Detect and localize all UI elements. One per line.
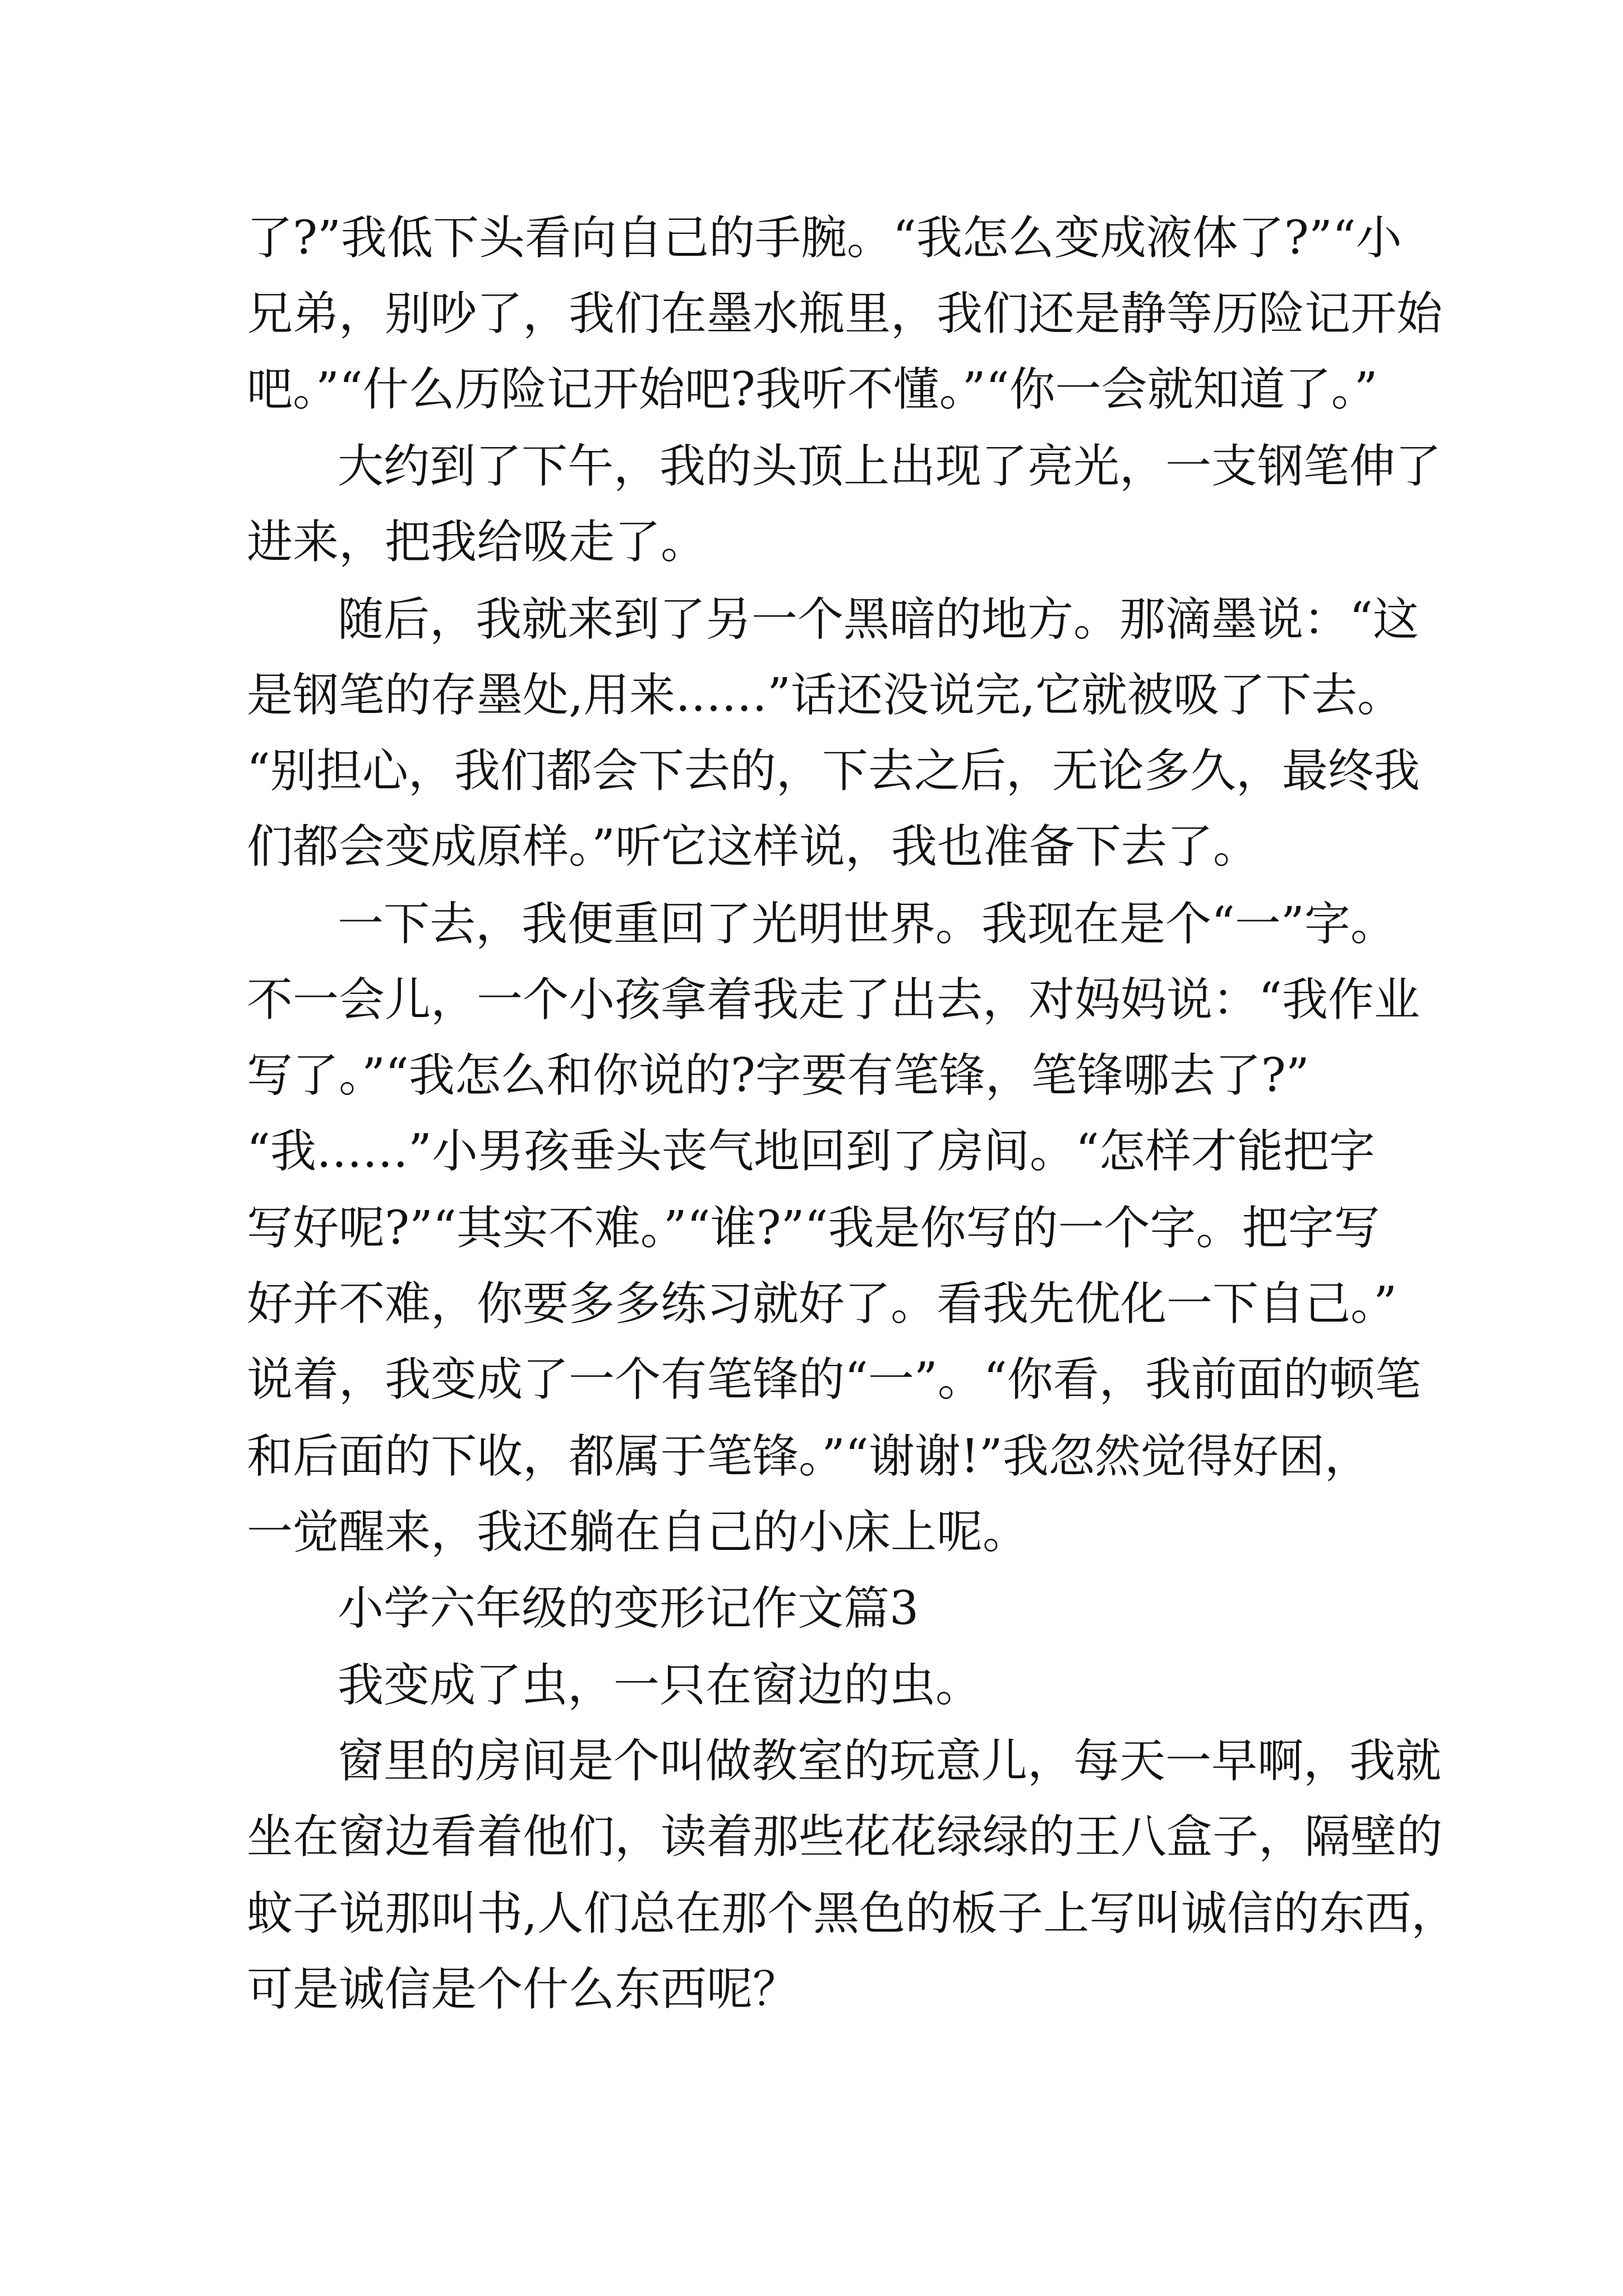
text-line: 好并不难，你要多多练习就好了。看我先优化一下自己。” — [247, 1277, 1397, 1331]
text-line: 写好呢?”“其实不难。”“谁?”“我是你写的一个字。把字写 — [247, 1202, 1380, 1255]
text-line: 一下去，我便重回了光明世界。我现在是个“一”字。 — [338, 898, 1396, 951]
text-line: 我变成了虫，一只在窗边的虫。 — [338, 1659, 982, 1712]
text-line: 说着，我变成了一个有笔锋的“一”。“你看，我前面的顿笔 — [247, 1353, 1421, 1406]
text-line: 进来，把我给吸走了。 — [247, 516, 707, 569]
text-line: 写了。”“我怎么和你说的?字要有笔锋，笔锋哪去了?” — [247, 1049, 1310, 1102]
text-line: 兄弟，别吵了，我们在墨水瓶里，我们还是静等历险记开始 — [247, 287, 1443, 341]
section-heading: 小学六年级的变形记作文篇3 — [338, 1582, 919, 1635]
text-line: 窗里的房间是个叫做教室的玩意儿，每天一早啊，我就 — [338, 1734, 1442, 1788]
text-line: 们都会变成原样。”听它这样说，我也准备下去了。 — [247, 820, 1259, 873]
text-line: 不一会儿，一个小孩拿着我走了出去，对妈妈说：“我作业 — [247, 973, 1420, 1027]
text-line: 和后面的下收，都属于笔锋。”“谢谢!”我忽然觉得好困， — [247, 1430, 1371, 1483]
text-line: “我……”小男孩垂头丧气地回到了房间。“怎样才能把字 — [247, 1125, 1375, 1178]
text-line: 蚊子说那叫书,人们总在那个黑色的板子上写叫诚信的东西， — [247, 1887, 1458, 1940]
text-line: 大约到了下午，我的头顶上出现了亮光，一支钢笔伸了 — [338, 440, 1442, 493]
text-line: 随后，我就来到了另一个黑暗的地方。那滴墨说：“这 — [338, 593, 1419, 646]
text-line: 可是诚信是个什么东西呢？ — [247, 1963, 799, 2016]
text-line: 是钢笔的存墨处,用来……”话还没说完,它就被吸了下去。 — [247, 669, 1404, 722]
text-line: 了?”我低下头看向自己的手腕。“我怎么变成液体了?”“小 — [247, 211, 1402, 265]
text-line: 吧。”“什么历险记开始吧?我听不懂。”“你一会就知道了。” — [247, 363, 1378, 416]
text-line: “别担心，我们都会下去的，下去之后，无论多久，最终我 — [247, 744, 1420, 798]
text-line: 坐在窗边看着他们，读着那些花花绿绿的王八盒子，隔壁的 — [247, 1810, 1443, 1864]
text-line: 一觉醒来，我还躺在自己的小床上呢。 — [247, 1506, 1029, 1559]
